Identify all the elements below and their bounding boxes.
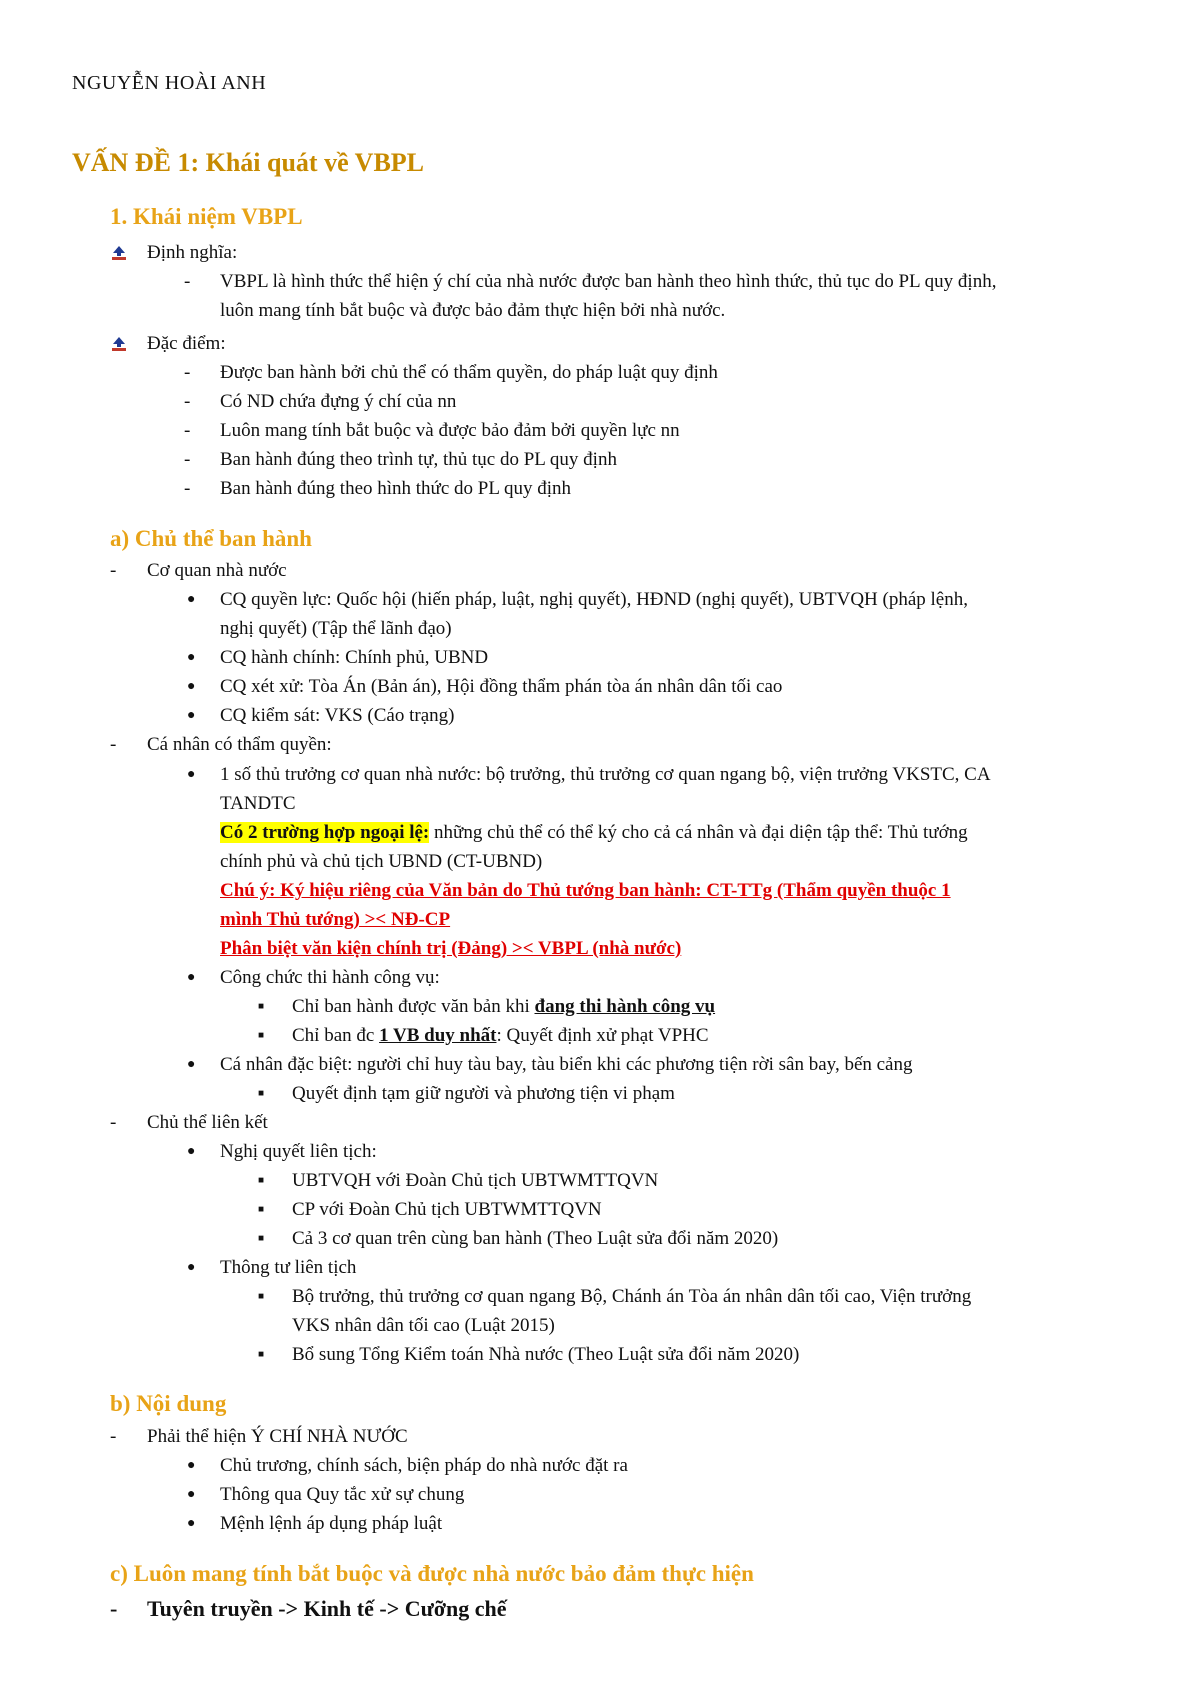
power-agency-line-1: CQ quyền lực: Quốc hội (hiến pháp, luật, nghị quyết), HĐND (nghị quyết), UBTVQH (pháp lệnh, bbox=[220, 589, 968, 610]
dot-bullet: ● bbox=[187, 1458, 196, 1473]
dash-bullet: - bbox=[184, 271, 191, 292]
exception-line-1 bbox=[220, 818, 968, 847]
joint-resolution-item: UBTVQH với Đoàn Chủ tịch UBTWMTTQVN bbox=[292, 1170, 659, 1191]
section-b-heading: b) Nội dung bbox=[110, 1391, 227, 1416]
dash-bullet: - bbox=[184, 362, 191, 383]
special-individual-item: Quyết định tạm giữ người và phương tiện vi phạm bbox=[292, 1083, 675, 1104]
dot-bullet: ● bbox=[187, 1516, 196, 1531]
square-bullet: ■ bbox=[258, 1088, 265, 1099]
item-text: : Quyết định xử phạt VPHC bbox=[496, 1025, 709, 1046]
joint-circular-item: Bổ sung Tổng Kiểm toán Nhà nước (Theo Luật sửa đổi năm 2020) bbox=[292, 1344, 800, 1365]
exception-highlight: Có 2 trường hợp ngoại lệ: bbox=[220, 822, 430, 843]
author-name: NGUYỄN HOÀI ANH bbox=[72, 72, 267, 94]
feature-item: Ban hành đúng theo hình thức do PL quy định bbox=[220, 478, 572, 499]
note-text: Chú ý: Ký hiệu riêng của Văn bản do Thủ tướng ban hành: CT-TTg (Thẩm quyền thuộc 1 bbox=[220, 880, 951, 901]
dash-bullet: - bbox=[110, 560, 117, 581]
note-line-1 bbox=[220, 876, 951, 905]
item-emphasis: đang thi hành công vụ bbox=[534, 996, 716, 1017]
dash-bullet: - bbox=[110, 1596, 118, 1621]
exception-line-2: chính phủ và chủ tịch UBND (CT-UBND) bbox=[220, 851, 543, 872]
content-item: Mệnh lệnh áp dụng pháp luật bbox=[220, 1513, 443, 1534]
joint-resolution-item: Cả 3 cơ quan trên cùng ban hành (Theo Luật sửa đổi năm 2020) bbox=[292, 1228, 779, 1249]
dot-bullet: ● bbox=[187, 679, 196, 694]
definition-text-2: luôn mang tính bắt buộc và được bảo đảm thực hiện bởi nhà nước. bbox=[220, 300, 726, 321]
note-text: Phân biệt văn kiện chính trị (Đảng) >< VBPL (nhà nước) bbox=[220, 938, 682, 959]
square-bullet: ■ bbox=[258, 1233, 265, 1244]
feature-item: Luôn mang tính bắt buộc và được bảo đảm bởi quyền lực nn bbox=[220, 420, 680, 441]
definition-text-1: VBPL là hình thức thể hiện ý chí của nhà nước được ban hành theo hình thức, thủ tục do PL quy định, bbox=[220, 271, 997, 292]
dash-bullet: - bbox=[184, 420, 191, 441]
feature-item: Có ND chứa đựng ý chí của nn bbox=[220, 391, 457, 412]
state-agencies-label: Cơ quan nhà nước bbox=[147, 560, 287, 581]
dash-bullet: - bbox=[184, 449, 191, 470]
agency-heads-line-2: TANDTC bbox=[220, 793, 296, 814]
content-item: Chủ trương, chính sách, biện pháp do nhà nước đặt ra bbox=[220, 1455, 628, 1476]
joint-circular-label: Thông tư liên tịch bbox=[220, 1257, 357, 1278]
joint-subjects-label: Chủ thể liên kết bbox=[147, 1112, 268, 1133]
square-bullet: ■ bbox=[258, 1349, 265, 1360]
individuals-label: Cá nhân có thẩm quyền: bbox=[147, 734, 332, 755]
dot-bullet: ● bbox=[187, 1487, 196, 1502]
dot-bullet: ● bbox=[187, 767, 196, 782]
power-agency-line-2: nghị quyết) (Tập thể lãnh đạo) bbox=[220, 618, 452, 639]
enforcement-line: Tuyên truyền -> Kinh tế -> Cưỡng chế bbox=[147, 1596, 507, 1621]
note-line-3 bbox=[220, 934, 681, 963]
section-1-heading: 1. Khái niệm VBPL bbox=[110, 204, 303, 229]
feature-item: Được ban hành bởi chủ thể có thẩm quyền, do pháp luật quy định bbox=[220, 362, 718, 383]
section-c-heading: c) Luôn mang tính bắt buộc và được nhà nước bảo đảm thực hiện bbox=[110, 1561, 754, 1586]
admin-agency: CQ hành chính: Chính phủ, UBND bbox=[220, 647, 489, 668]
dash-bullet: - bbox=[110, 1112, 117, 1133]
joint-circular-item-line-2: VKS nhân dân tối cao (Luật 2015) bbox=[292, 1315, 555, 1336]
procuracy-agency: CQ kiểm sát: VKS (Cáo trạng) bbox=[220, 705, 455, 726]
dot-bullet: ● bbox=[187, 708, 196, 723]
dash-bullet: - bbox=[110, 1426, 117, 1447]
note-text: mình Thủ tướng) >< NĐ-CP bbox=[220, 909, 451, 930]
dot-bullet: ● bbox=[187, 970, 196, 985]
civil-servant-item bbox=[292, 1021, 709, 1050]
dot-bullet: ● bbox=[187, 650, 196, 665]
joint-circular-item-line-1: Bộ trưởng, thủ trưởng cơ quan ngang Bộ, Chánh án Tòa án nhân dân tối cao, Viện trưởng bbox=[292, 1286, 972, 1307]
item-text: Chỉ ban hành được văn bản khi bbox=[292, 996, 535, 1017]
features-label: Đặc điểm: bbox=[147, 333, 226, 354]
dot-bullet: ● bbox=[187, 1144, 196, 1159]
dot-bullet: ● bbox=[187, 592, 196, 607]
state-will-label: Phải thể hiện Ý CHÍ NHÀ NƯỚC bbox=[147, 1426, 408, 1447]
dot-bullet: ● bbox=[187, 1260, 196, 1275]
square-bullet: ■ bbox=[258, 1001, 265, 1012]
agency-heads-line-1: 1 số thủ trưởng cơ quan nhà nước: bộ trưởng, thủ trưởng cơ quan ngang bộ, viện trưởng VKSTC, CA bbox=[220, 764, 991, 785]
dash-bullet: - bbox=[110, 734, 117, 755]
document-title: VẤN ĐỀ 1: Khái quát về VBPL bbox=[72, 148, 425, 177]
square-bullet: ■ bbox=[258, 1030, 265, 1041]
arrow-bullet-icon bbox=[110, 244, 128, 262]
arrow-bullet-icon bbox=[110, 335, 128, 353]
feature-item: Ban hành đúng theo trình tự, thủ tục do PL quy định bbox=[220, 449, 617, 470]
section-a-heading: a) Chủ thể ban hành bbox=[110, 526, 312, 551]
square-bullet: ■ bbox=[258, 1175, 265, 1186]
square-bullet: ■ bbox=[258, 1291, 265, 1302]
dot-bullet: ● bbox=[187, 1057, 196, 1072]
dash-bullet: - bbox=[184, 391, 191, 412]
court-agency: CQ xét xử: Tòa Án (Bản án), Hội đồng thẩm phán tòa án nhân dân tối cao bbox=[220, 676, 783, 697]
joint-resolution-label: Nghị quyết liên tịch: bbox=[220, 1141, 377, 1162]
civil-servant-label: Công chức thi hành công vụ: bbox=[220, 967, 440, 988]
exception-text: những chủ thể có thể ký cho cả cá nhân và đại diện tập thể: Thủ tướng bbox=[429, 822, 968, 843]
definition-label: Định nghĩa: bbox=[147, 242, 238, 263]
civil-servant-item bbox=[292, 992, 715, 1021]
square-bullet: ■ bbox=[258, 1204, 265, 1215]
special-individual: Cá nhân đặc biệt: người chỉ huy tàu bay, tàu biển khi các phương tiện rời sân bay, bến cảng bbox=[220, 1054, 913, 1075]
note-line-2 bbox=[220, 905, 450, 934]
content-item: Thông qua Quy tắc xử sự chung bbox=[220, 1484, 465, 1505]
item-emphasis: 1 VB duy nhất bbox=[379, 1025, 497, 1046]
item-text: Chỉ ban đc bbox=[292, 1025, 380, 1046]
joint-resolution-item: CP với Đoàn Chủ tịch UBTWMTTQVN bbox=[292, 1199, 602, 1220]
dash-bullet: - bbox=[184, 478, 191, 499]
